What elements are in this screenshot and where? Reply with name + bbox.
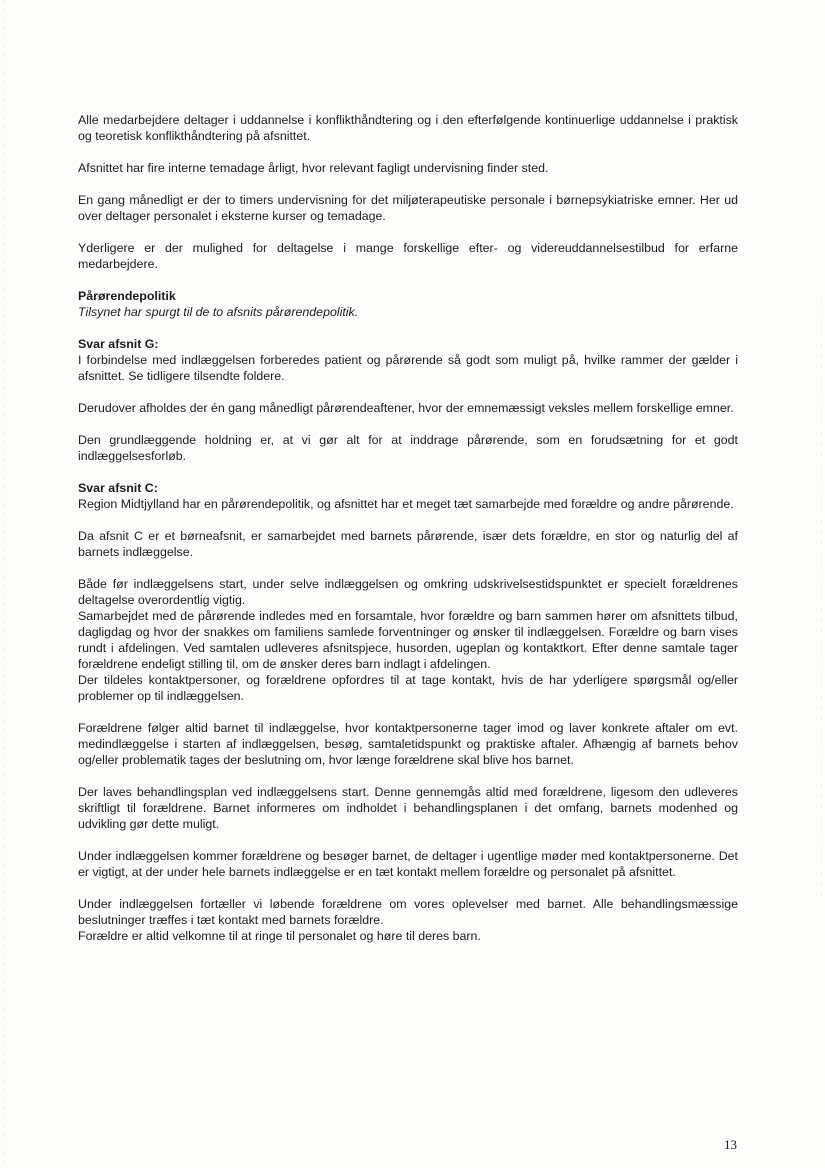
paragraph-svar-c-9: Under indlæggelsen fortæller vi løbende forældrene om vores oplevelser med barnet. Alle behandlingsmæssige beslutninger træffes i tæt kontakt med barnets forældre. (78, 897, 738, 927)
paragraph-svar-c-4: Samarbejdet med de pårørende indledes med en forsamtale, hvor forældre og barn sammen hører om afsnittets tilbud, dagligdag og hvor der snakkes om familiens samlede forventninger og ønsker til indlæggelsen. Forældre og barn vises rundt i afdelingen. Ved samtalen udleveres afsnitspjece, husorden, ugeplan og kontaktkort. Efter denne samtale tager forældrene endeligt stilling til, om de ønsker deres barn indlagt i afdelingen. (78, 609, 738, 671)
paragraph-svar-c-10: Forældre er altid velkomne til at ringe til personalet og høre til deres barn. (78, 929, 481, 943)
section-subtitle-parorendepolitik: Tilsynet har spurgt til de to afsnits pårørendepolitik. (78, 305, 359, 319)
page-number: 13 (724, 1137, 737, 1152)
paragraph-svar-c-5: Der tildeles kontaktpersoner, og forældrene opfordres til at tage kontakt, hvis de har yderligere spørgsmål og/eller problemer op til indlæggelsen. (78, 673, 738, 703)
paragraph-svar-c-7: Der laves behandlingsplan ved indlæggelsens start. Denne gennemgås altid med forældrene, ligesom den udleveres skriftligt til forældrene. Barnet informeres om indholdet i behandlingsplanen i det omfang, barnets modenhed og udvikling gør dette muligt. (78, 785, 738, 831)
paragraph-monthly-teaching: En gang månedligt er der to timers undervisning for det miljøterapeutiske personale i børnepsykiatriske emner. Her ud over deltager personalet i eksterne kurser og temadage. (78, 193, 738, 223)
paragraph-theme-days: Afsnittet har fire interne temadage årligt, hvor relevant fagligt undervisning finder sted. (78, 161, 549, 175)
paragraph-svar-c-6: Forældrene følger altid barnet til indlæggelse, hvor kontaktpersonerne tager imod og laver konkrete aftaler om evt. medindlæggelse i starten af indlæggelsen, besøg, samtaletidspunkt og praktiske aftaler. Afhængig af barnets behov og/eller problematik tages der beslutning om, hvor længe forældrene skal blive hos barnet. (78, 721, 738, 767)
scan-edge-left (3, 0, 4, 1168)
paragraph-svar-c-8: Under indlæggelsen kommer forældrene og besøger barnet, de deltager i ugentlige møder med kontaktpersonerne. Det er vigtigt, at der under hele barnets indlæggelse er en tæt kontakt mellem forældre og personalet på afsnittet. (78, 849, 738, 879)
section-heading-svar-g: Svar afsnit G: (78, 337, 159, 351)
section-heading-parorendepolitik: Pårørendepolitik (78, 289, 176, 303)
page-body (78, 112, 738, 944)
section-heading-svar-c: Svar afsnit C: (78, 481, 158, 495)
paragraph-education-conflict: Alle medarbejdere deltager i uddannelse i konflikthåndtering og i den efterfølgende kontinuerlige uddannelse i praktisk og teoretisk konflikthåndtering på afsnittet. (78, 113, 738, 143)
paragraph-svar-c-2: Da afsnit C er et børneafsnit, er samarbejdet med barnets pårørende, især dets forældre, en stor og naturlig del af barnets indlæggelse. (78, 529, 738, 559)
paragraph-further-education: Yderligere er der mulighed for deltagelse i mange forskellige efter- og videreuddannelsestilbud for erfarne medarbejdere. (78, 241, 738, 271)
paragraph-svar-c-1: Region Midtjylland har en pårørendepolitik, og afsnittet har et meget tæt samarbejde med forældre og andre pårørende. (78, 497, 734, 511)
paragraph-svar-g-2: Derudover afholdes der én gang månedligt pårørendeaftener, hvor der emnemæssigt veksles mellem forskellige emner. (78, 401, 734, 415)
paragraph-svar-g-3: Den grundlæggende holdning er, at vi gør alt for at inddrage pårørende, som en forudsætning for et godt indlæggelsesforløb. (78, 433, 738, 463)
paragraph-svar-g-1: I forbindelse med indlæggelsen forberedes patient og pårørende så godt som muligt på, hvilke rammer der gælder i afsnittet. Se tidligere tilsendte foldere. (78, 353, 738, 383)
scan-edge-right (821, 300, 822, 900)
paragraph-svar-c-3: Både før indlæggelsens start, under selve indlæggelsen og omkring udskrivelsestidspunktet er specielt forældrenes deltagelse overordentlig vigtig. (78, 577, 738, 607)
